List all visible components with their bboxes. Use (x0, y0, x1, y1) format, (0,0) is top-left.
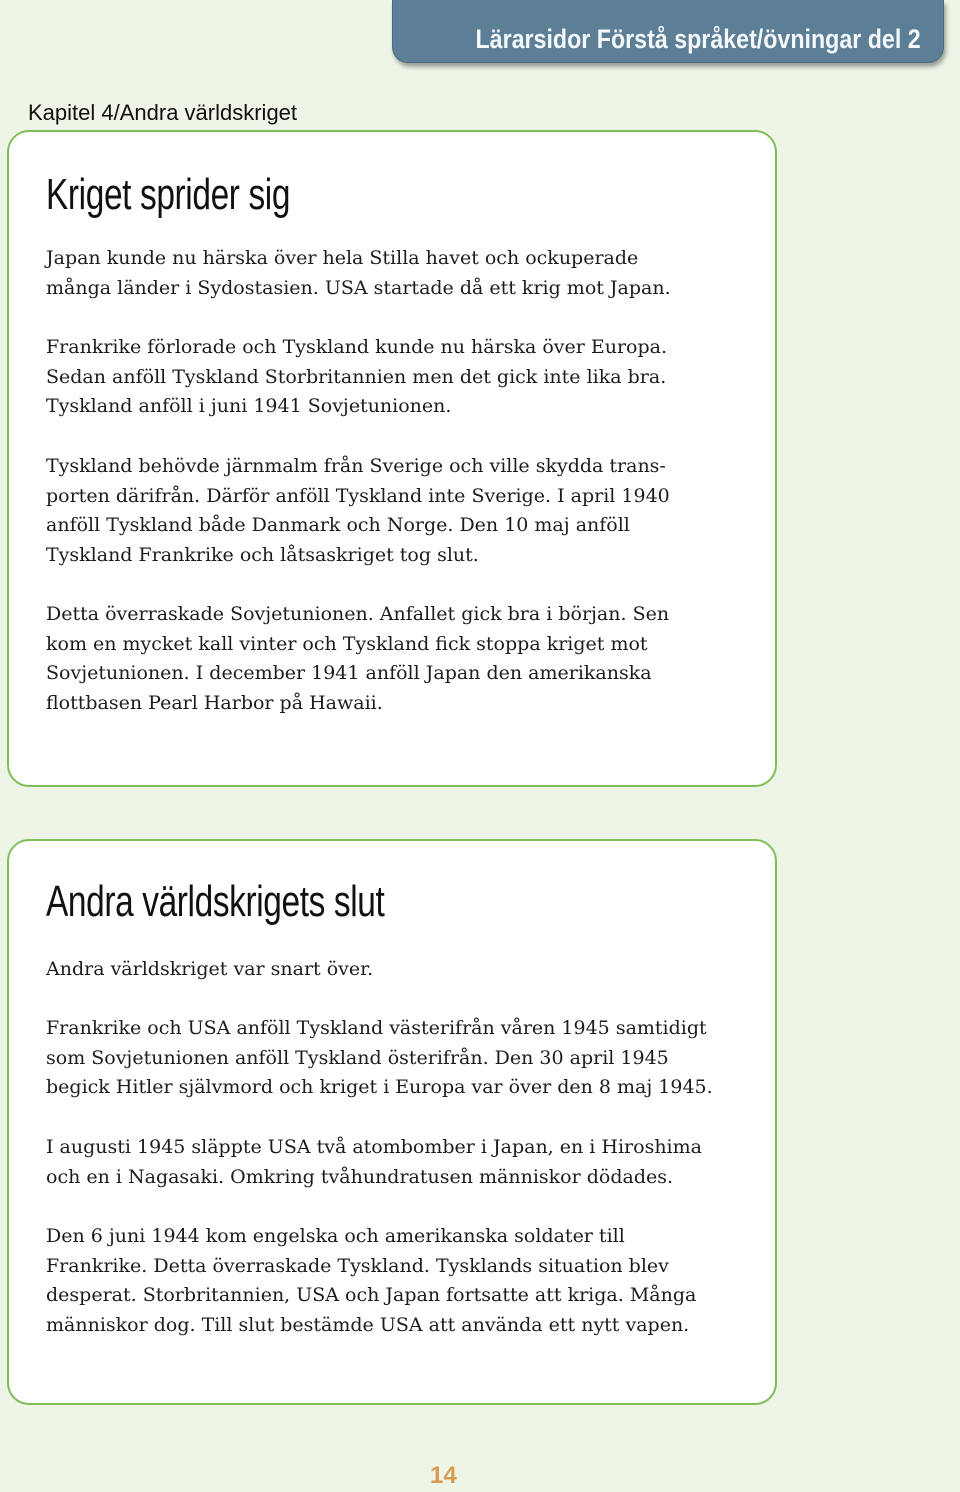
paragraph (46, 600, 746, 718)
paragraph (46, 333, 746, 422)
text-line: Den 6 juni 1944 kom engelska och amerikanska soldater till (46, 1225, 625, 1247)
text-line: Frankrike förlorade och Tyskland kunde nu härska över Europa. (46, 336, 668, 358)
text-line: begick Hitler självmord och kriget i Europa var över den 8 maj 1945. (46, 1076, 713, 1099)
text-line: Andra världskriget var snart över. (46, 958, 374, 980)
text-line: anföll Tyskland både Danmark och Norge. Den 10 maj anföll (46, 514, 630, 537)
section-card-war-spreads (7, 130, 777, 787)
paragraph (46, 1014, 746, 1103)
page-number: 14 (430, 1462, 457, 1489)
section-title: Andra världskrigets slut (46, 877, 385, 926)
text-line: porten därifrån. Därför anföll Tyskland inte Sverige. I april 1940 (46, 484, 670, 507)
header-tab (392, 0, 944, 63)
chapter-label: Kapitel 4/Andra världskriget (28, 100, 298, 125)
text-line: Tyskland Frankrike och låtsaskriget tog slut. (46, 543, 479, 566)
paragraph (46, 452, 746, 570)
paragraph (46, 1222, 746, 1340)
text-line: desperat. Storbritannien, USA och Japan fortsatte att kriga. Många (46, 1284, 697, 1307)
paragraph (46, 244, 746, 303)
text-line: Japan kunde nu härska över hela Stilla havet och ockuperade (46, 247, 639, 269)
text-line: Tyskland behövde järnmalm från Sverige och ville skydda trans- (46, 455, 666, 477)
text-line: I augusti 1945 släppte USA två atombomber i Japan, en i Hiroshima (46, 1136, 702, 1158)
text-line: människor dog. Till slut bestämde USA att använda ett nytt vapen. (46, 1313, 690, 1336)
text-line: Frankrike och USA anföll Tyskland västerifrån våren 1945 samtidigt (46, 1017, 707, 1039)
text-line: flottbasen Pearl Harbor på Hawaii. (46, 691, 383, 714)
header-title: Lärarsidor Förstå språket/övningar del 2 (475, 24, 921, 54)
section-card-war-end (7, 839, 777, 1405)
text-line: Frankrike. Detta överraskade Tyskland. Tysklands situation blev (46, 1254, 669, 1277)
section-title: Kriget sprider sig (46, 170, 291, 219)
text-line: och en i Nagasaki. Omkring tvåhundratusen människor dödades. (46, 1165, 674, 1188)
text-line: som Sovjetunionen anföll Tyskland österifrån. Den 30 april 1945 (46, 1046, 669, 1069)
paragraph (46, 955, 746, 985)
paragraph (46, 1133, 746, 1192)
text-line: Sovjetunionen. I december 1941 anföll Japan den amerikanska (46, 662, 652, 685)
text-line: Tyskland anföll i juni 1941 Sovjetunionen. (46, 395, 452, 418)
text-line: kom en mycket kall vinter och Tyskland fick stoppa kriget mot (46, 632, 648, 655)
text-line: Detta överraskade Sovjetunionen. Anfallet gick bra i början. Sen (46, 603, 670, 625)
text-line: många länder i Sydostasien. USA startade då ett krig mot Japan. (46, 276, 671, 299)
text-line: Sedan anföll Tyskland Storbritannien men det gick inte lika bra. (46, 365, 667, 388)
